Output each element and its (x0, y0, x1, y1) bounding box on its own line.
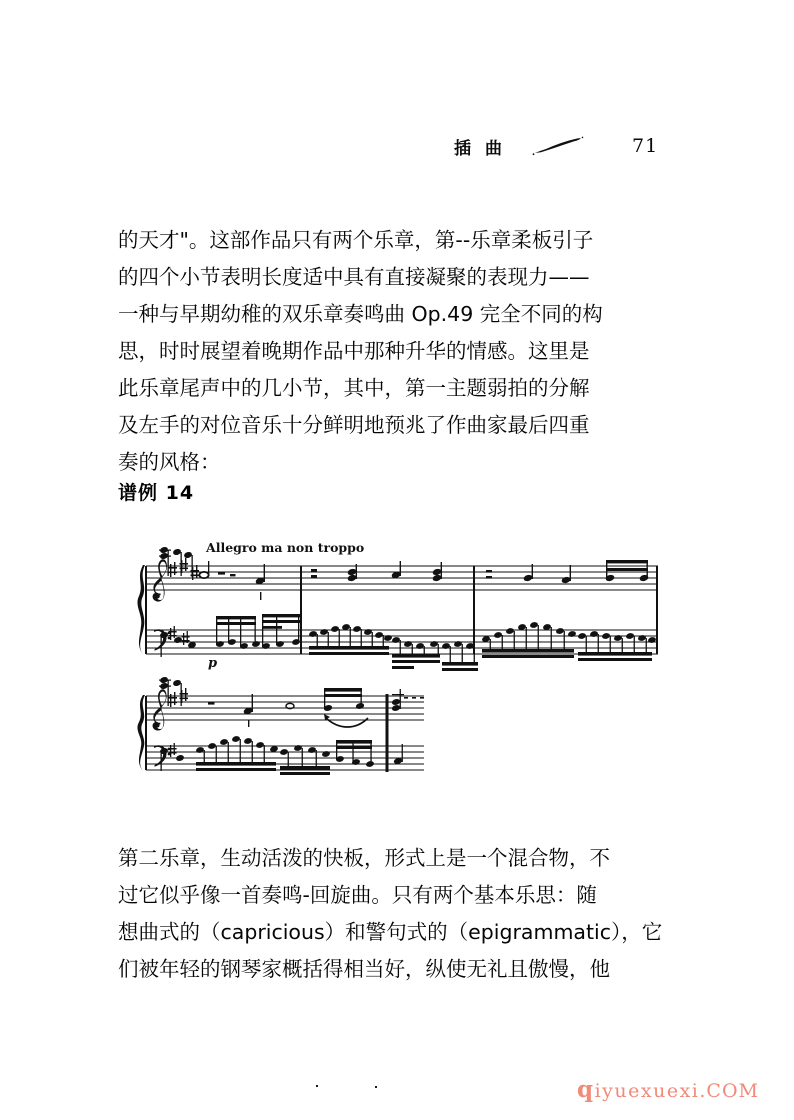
text-line: 及左手的对位音乐十分鲜明地预兆了作曲家最后四重 (118, 413, 590, 437)
site-watermark (577, 1076, 759, 1103)
text-line: 的四个小节表明长度适中具有直接凝聚的表现力—— (118, 265, 590, 289)
dynamic-marking-text: p (208, 656, 218, 671)
text-line: 奏的风格： (118, 450, 221, 474)
page-number: 71 (632, 135, 659, 157)
text-line: 此乐章尾声中的几小节，其中，第一主题弱拍的分解 (118, 376, 590, 400)
body-paragraph-bottom (118, 840, 680, 988)
running-head (440, 126, 680, 166)
watermark-suffix: .COM (699, 1080, 759, 1102)
text-line: 一种与早期幼稚的双乐章奏鸣曲 Op.49 完全不同的构 (118, 302, 603, 326)
text-line: 的天才"。这部作品只有两个乐章，第--乐章柔板引子 (118, 228, 594, 252)
scan-speck (316, 1085, 318, 1087)
tempo-marking-text: Allegro ma non troppo (206, 540, 365, 555)
ornament-brush-stroke (532, 136, 584, 156)
example-caption: 谱例 14 (118, 482, 195, 504)
text-line: 们被年轻的钢琴家概括得相当好，纵使无礼且傲慢，他 (118, 957, 610, 981)
scan-speck (375, 1086, 377, 1088)
text-line: 想曲式的（capricious）和警句式的（epigrammatic），它 (118, 920, 663, 944)
watermark-lead-letter: q (577, 1076, 595, 1103)
watermark-body: iyuexuexi (594, 1080, 700, 1102)
text-line: 过它似乎像一首奏鸣-回旋曲。只有两个基本乐思：随 (118, 883, 597, 907)
music-staves (134, 534, 674, 784)
text-line: 思，时时展望着晚期作品中那种升华的情感。这里是 (118, 339, 590, 363)
music-notation-example (134, 534, 674, 784)
text-line: 第二乐章，生动活泼的快板，形式上是一个混合物，不 (118, 846, 610, 870)
body-paragraph-top (118, 222, 680, 481)
running-head-title: 插曲 (454, 138, 516, 159)
